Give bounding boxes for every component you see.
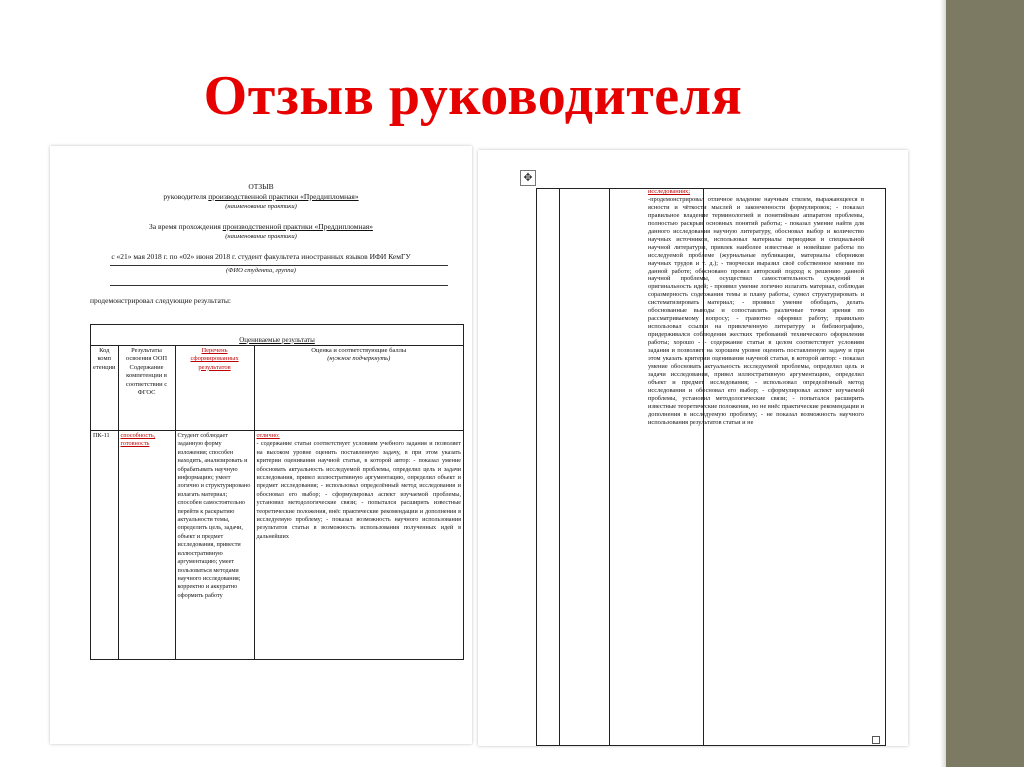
table-title: Оцениваемые результаты <box>91 325 464 346</box>
decorative-side-band <box>946 0 1024 767</box>
doc-supervisor-line: руководителя производственной практики «Преддипломная» <box>163 192 359 201</box>
slide-title: Отзыв руководителя <box>203 65 743 127</box>
row-scores: отлично: - содержание статьи соответствует условиям учебного задания и позволяет на высоком уровне оценить поставленную задачу, в при этом указать критерии оценивания научной статьи, в которой автор: - показал умение обосновать актуальность исследуемой проблемы, определил цель и задачи исследования, привел иллюстративную аргументацию, определил объект и предмет исследования; - использовал определённый метод исследования и обосновал его выбор; - сформулировал аспект изучаемой проблемы, установил методологические связи; - попытался расширить известные теоретические положения, внёс практические рекомендации и дополнения в исследуемую проблему; - показал возможность научного использования результатов статьи в возможность использования полученных идей в дальнейших <box>254 431 463 660</box>
continuation-text: исследованиях; -продемонстрировал отличное владение научным стилем, выражающееся в ясности и чёткости мыслей и законченности формулировок; - показал правильное владение терминологией и понятийным аппаратом проблемы, полностью раскрыв основных понятий работы; - показал умение найти для данного исследования научную литературу, обосновал выбор и количество научных источников, использовал материалы периодики и специальной научной литературы, привлек наиболее известные и новейшие работы по исследуемой проблеме (журнальные публикации, материалы сборников научных трудов и т. д.); - творчески выразил своё собственное мнение по данной работе; обосновано провел авторский подход к решению данной научной проблемы, осуществил самостоятельность суждений и оригинальность идей; - проявил умение логично излагать материал, соблюдая соразмерность содержания темы и плану работы, сумел структурировать и систематизировать материал; - проявил умение обобщать, делать обоснованные выводы и сопоставлять различные точки зрения по рассматриваемому вопросу; - грамотно оформил работу; правильно использовал ссылки на привлеченную литературу и библиографию, придерживался соблюдения жестких требований технического оформления работы; хорошо - - содержание статьи в целом соответствует условиям задания и позволяет на хорошем уровне оценить поставленную задачу и при этом указать критерии оценивания научной статьи, в которой автор: - показал умение обосновать актуальность исследуемой проблемы, определил цель и задачи исследования, привел иллюстративную аргументацию, определил объект и предмет исследования; - использовал определённый метод исследования и обосновал его выбор; - сформулировал аспект изучаемой проблемы, установил методологические связи; - попытался расширить известные теоретические положения, но не внёс практические рекомендации и дополнения в исследуемую проблему; - не показал возможность научного использования результатов статьи и не <box>648 188 864 426</box>
review-document-page-2 <box>478 150 908 746</box>
table-move-handle-icon[interactable]: ✥ <box>520 170 536 186</box>
table-resize-handle-icon[interactable] <box>872 736 880 744</box>
doc-practice-note-1: (наименование практики) <box>225 203 297 210</box>
review-document-page-1 <box>50 146 472 744</box>
col-list-header: Перечень сформированных результатов <box>175 346 254 431</box>
doc-demonstrated-text: продемонстрировал следующие результаты: <box>90 296 232 305</box>
col-code-header: Код комп етенции <box>91 346 119 431</box>
doc-dates-line: с «21» мая 2018 г. по «02» июня 2018 г. студент факультета иностранных языков ИФИ КемГУ <box>111 252 411 261</box>
doc-period-line: За время прохождения производственной практики «Преддипломная» <box>148 222 374 231</box>
results-table <box>90 324 464 660</box>
doc-blank-line <box>110 284 448 286</box>
doc-student-note: (ФИО студента, группа) <box>226 267 296 274</box>
row-competence: способность, готовность <box>118 431 175 660</box>
col-scores-header: Оценка и соответствующие баллы (нужное подчеркнуть) <box>254 346 463 431</box>
row-code: ПК-11 <box>91 431 119 660</box>
doc-heading: ОТЗЫВ <box>248 182 274 191</box>
row-results: Студент соблюдает заданную форму изложения; способен находить, анализировать и обрабатывать научную информацию; умеет логично и структурировано излагать материал; способен самостоятельно перейти к раскрытию актуальности темы, определить цель, задачи, объект и предмет исследования, привести иллюстративную аргументацию; умеет пользоваться методами научного исследования; корректно и аккуратно оформить работу <box>175 431 254 660</box>
col-results-header: Результаты освоения ООП Содержание компетенции в соответствии с ФГОС <box>118 346 175 431</box>
doc-practice-note-2: (наименование практики) <box>225 233 297 240</box>
